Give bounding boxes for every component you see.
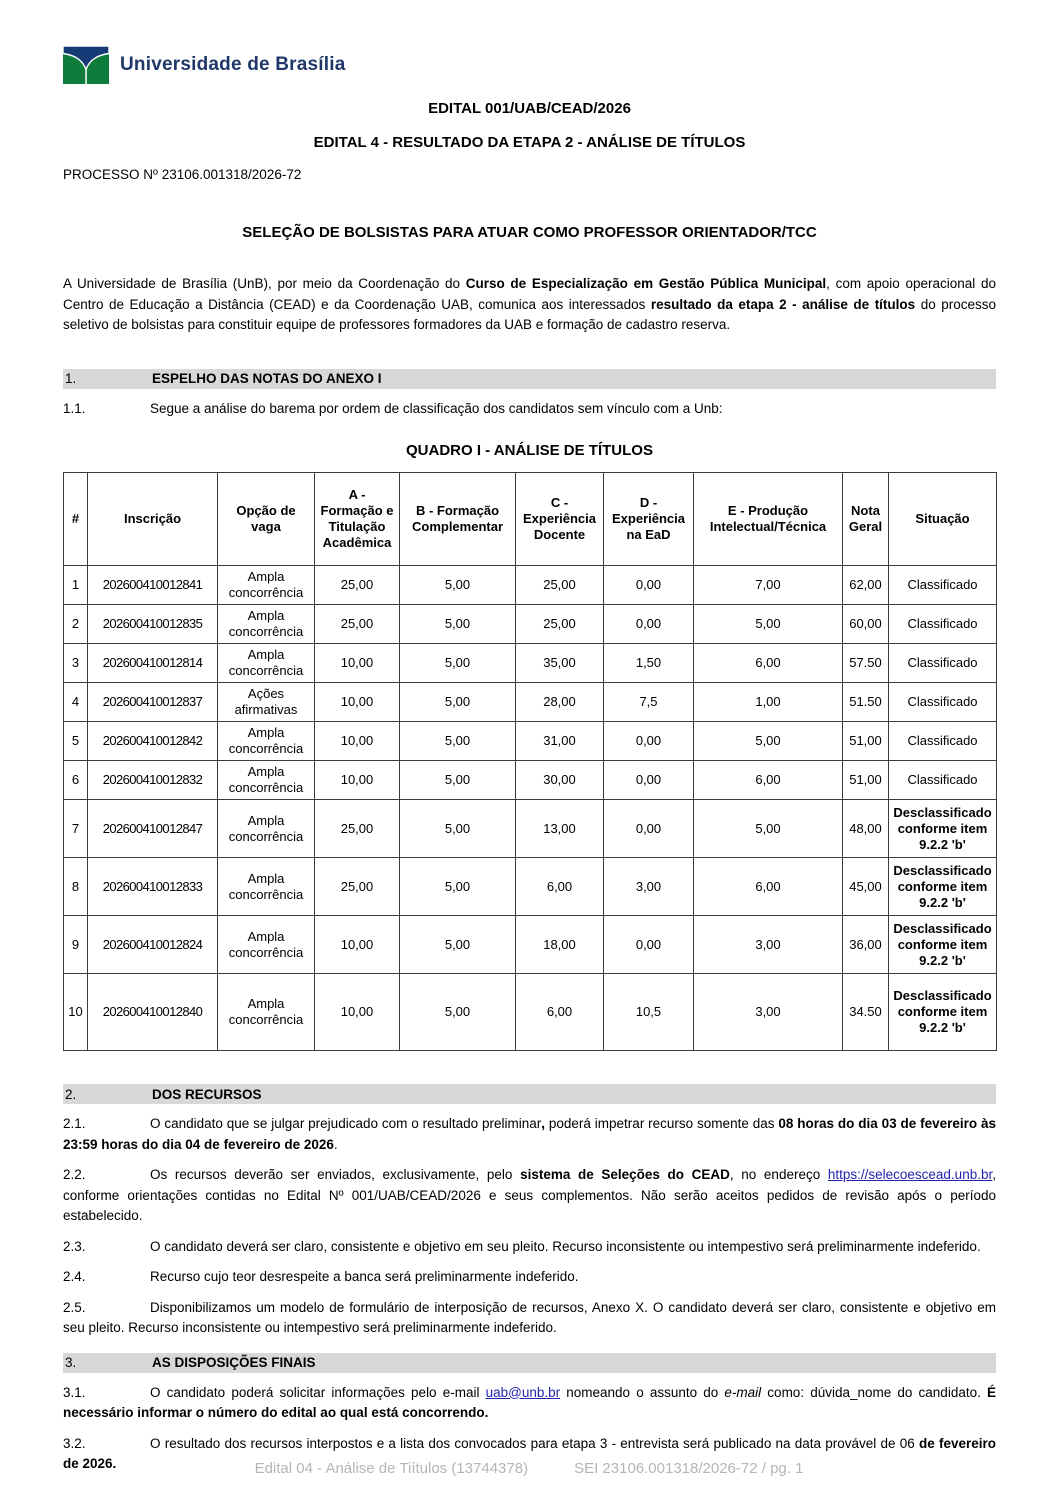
text-run: sistema de Seleções do CEAD bbox=[520, 1167, 730, 1182]
column-header: C - Experiência Docente bbox=[516, 473, 604, 566]
table-cell: 10,00 bbox=[315, 916, 400, 974]
table-cell: 202600410012833 bbox=[88, 858, 218, 916]
text-run: , conforme orientações contidas no Edital Nº 001/UAB/CEAD/2026 e seus complementos. Não serão aceitos pedidos de revisão após o período estabelecido. bbox=[63, 1167, 996, 1223]
table-cell: 5,00 bbox=[400, 800, 516, 858]
paragraph-text bbox=[150, 401, 723, 416]
table-cell: 7,00 bbox=[694, 566, 843, 605]
text-run: Segue a análise do barema por ordem de classificação dos candidatos sem vínculo com a Unb: bbox=[150, 400, 723, 416]
text-run: O candidato deverá ser claro, consistente e objetivo em seu pleito. Recurso inconsistente ou intempestivo será preliminarmente indeferido. bbox=[150, 1238, 981, 1254]
page-footer bbox=[0, 1460, 1058, 1477]
table-cell: 10,00 bbox=[315, 974, 400, 1051]
table-header bbox=[64, 473, 997, 566]
text-run: , bbox=[541, 1116, 546, 1131]
table-cell: 9 bbox=[64, 916, 88, 974]
table-cell: Ampla concorrência bbox=[218, 644, 315, 683]
table-row bbox=[64, 858, 997, 916]
table-cell: 57.50 bbox=[843, 644, 889, 683]
paragraph-2-5 bbox=[63, 1298, 996, 1339]
footer-document-label: Edital 04 - Análise de Tiítulos (13744378) bbox=[254, 1460, 529, 1477]
section-1-bar bbox=[63, 369, 996, 389]
table-cell: Ampla concorrência bbox=[218, 858, 315, 916]
paragraph-number: 2.5. bbox=[63, 1299, 86, 1315]
table-cell: Classificado bbox=[889, 683, 997, 722]
table-cell: 0,00 bbox=[604, 722, 694, 761]
table-row bbox=[64, 644, 997, 683]
selection-subtitle: SELEÇÃO DE BOLSISTAS PARA ATUAR COMO PROFESSOR ORIENTADOR/TCC bbox=[242, 224, 817, 241]
table-cell: 2 bbox=[64, 605, 88, 644]
table-cell: 202600410012824 bbox=[88, 916, 218, 974]
table-cell: 3,00 bbox=[694, 974, 843, 1051]
table-cell: Ações afirmativas bbox=[218, 683, 315, 722]
section-3-bar bbox=[63, 1353, 996, 1373]
table-cell: 202600410012840 bbox=[88, 974, 218, 1051]
paragraph-number: 2.1. bbox=[63, 1116, 86, 1131]
table-cell: 10,00 bbox=[315, 722, 400, 761]
edital-number-title: EDITAL 001/UAB/CEAD/2026 bbox=[428, 100, 631, 117]
text-run: resultado da etapa 2 - análise de títulos bbox=[650, 296, 916, 312]
section-2-bar bbox=[63, 1084, 996, 1104]
text-run: poderá impetrar recurso somente das bbox=[545, 1116, 779, 1131]
table-row bbox=[64, 800, 997, 858]
table-cell: Ampla concorrência bbox=[218, 916, 315, 974]
table-cell: 35,00 bbox=[516, 644, 604, 683]
table-cell: 202600410012832 bbox=[88, 761, 218, 800]
table-cell: 62,00 bbox=[843, 566, 889, 605]
quadro-i-table bbox=[63, 472, 997, 1051]
paragraph-2-2 bbox=[63, 1165, 996, 1227]
paragraph-text bbox=[63, 1167, 996, 1223]
text-run: como: dúvida_nome do candidato. bbox=[761, 1384, 987, 1400]
table-row bbox=[64, 605, 997, 644]
text-run: nomeando o assunto do bbox=[560, 1384, 725, 1400]
process-number: PROCESSO Nº 23106.001318/2026-72 bbox=[63, 167, 302, 182]
table-cell: 5,00 bbox=[400, 916, 516, 974]
paragraph-number: 3.1. bbox=[63, 1384, 86, 1400]
text-run: O resultado dos recursos interpostos e a lista dos convocados para etapa 3 - entrevista será publicado na data provável de 06 bbox=[150, 1435, 919, 1451]
table-cell: 5,00 bbox=[400, 605, 516, 644]
column-header: Situação bbox=[889, 473, 997, 566]
text-run: . bbox=[333, 1136, 338, 1152]
table-cell: 5,00 bbox=[400, 566, 516, 605]
table-cell: 51.50 bbox=[843, 683, 889, 722]
paragraph-number: 1.1. bbox=[63, 400, 86, 416]
table-cell: Classificado bbox=[889, 761, 997, 800]
table-cell: 4 bbox=[64, 683, 88, 722]
paragraph-text bbox=[63, 1116, 996, 1152]
column-header: # bbox=[64, 473, 88, 566]
column-header: E - Produção Intelectual/Técnica bbox=[694, 473, 843, 566]
table-cell: 10 bbox=[64, 974, 88, 1051]
table-cell: Classificado bbox=[889, 605, 997, 644]
table-cell: 202600410012835 bbox=[88, 605, 218, 644]
table-cell: 31,00 bbox=[516, 722, 604, 761]
paragraph-number: 2.3. bbox=[63, 1238, 86, 1254]
table-cell: 5,00 bbox=[694, 605, 843, 644]
table-cell: Ampla concorrência bbox=[218, 566, 315, 605]
text-run: e-mail bbox=[724, 1384, 762, 1400]
column-header: B - Formação Complementar bbox=[400, 473, 516, 566]
text-run: O candidato poderá solicitar informações pelo e-mail bbox=[150, 1384, 486, 1400]
table-cell: Ampla concorrência bbox=[218, 974, 315, 1051]
table-cell: 5,00 bbox=[400, 974, 516, 1051]
table-cell: 36,00 bbox=[843, 916, 889, 974]
section-title: DOS RECURSOS bbox=[152, 1086, 262, 1102]
table-cell: 3,00 bbox=[694, 916, 843, 974]
table-cell: 5,00 bbox=[400, 644, 516, 683]
table-cell: 5,00 bbox=[694, 800, 843, 858]
table-cell: 3,00 bbox=[604, 858, 694, 916]
table-cell: 8 bbox=[64, 858, 88, 916]
table-cell: 1 bbox=[64, 566, 88, 605]
table-cell: 0,00 bbox=[604, 800, 694, 858]
table-cell: 10,00 bbox=[315, 683, 400, 722]
table-header-row bbox=[64, 473, 997, 566]
table-row bbox=[64, 761, 997, 800]
text-run: , com apoio operacional do Centro de Educação a Distância (CEAD) e da Coordenação UAB, comunica aos interessados bbox=[63, 276, 996, 312]
paragraph-text bbox=[63, 1300, 996, 1336]
table-cell: 60,00 bbox=[843, 605, 889, 644]
table-body bbox=[64, 566, 997, 1051]
column-header: Inscrição bbox=[88, 473, 218, 566]
text-run: , no endereço bbox=[729, 1167, 828, 1182]
section-number: 2. bbox=[65, 1086, 77, 1102]
table-cell: 0,00 bbox=[604, 916, 694, 974]
table-cell: Classificado bbox=[889, 566, 997, 605]
table-cell: 5,00 bbox=[400, 858, 516, 916]
table-cell: 5,00 bbox=[400, 722, 516, 761]
table-cell: 7 bbox=[64, 800, 88, 858]
text-run: 08 horas do dia 03 de fevereiro às 23:59 horas do dia 04 de fevereiro de 2026 bbox=[63, 1116, 996, 1152]
text-run: Disponibilizamos um modelo de formulário de interposição de recursos, Anexo X. O candidato deverá ser claro, consistente e objetivo em seu pleito. Recurso inconsistente ou intempestivo será preliminarmente indeferido. bbox=[63, 1299, 996, 1335]
table-cell: 45,00 bbox=[843, 858, 889, 916]
table-cell: 25,00 bbox=[315, 566, 400, 605]
text-run: A Universidade de Brasília (UnB), por meio da Coordenação do bbox=[63, 276, 466, 291]
table-cell: 202600410012814 bbox=[88, 644, 218, 683]
paragraph-number: 3.2. bbox=[63, 1435, 86, 1451]
paragraph-3-1 bbox=[63, 1383, 996, 1424]
table-cell: 3 bbox=[64, 644, 88, 683]
paragraph-2-4 bbox=[63, 1267, 996, 1288]
text-run: Os recursos deverão ser enviados, exclusivamente, pelo bbox=[150, 1167, 521, 1182]
table-cell: Ampla concorrência bbox=[218, 761, 315, 800]
table-cell: 10,5 bbox=[604, 974, 694, 1051]
table-cell: 0,00 bbox=[604, 761, 694, 800]
section-number: 1. bbox=[65, 371, 77, 386]
column-header: Opção de vaga bbox=[218, 473, 315, 566]
text-run: de fevereiro de 2026. bbox=[63, 1435, 997, 1471]
table-cell: Ampla concorrência bbox=[218, 605, 315, 644]
paragraph-text bbox=[63, 1385, 996, 1421]
table-cell: 13,00 bbox=[516, 800, 604, 858]
table-cell: Desclassificado conforme item 9.2.2 'b' bbox=[889, 916, 997, 974]
table-cell: 6,00 bbox=[694, 858, 843, 916]
table-cell: 25,00 bbox=[516, 566, 604, 605]
table-cell: 6,00 bbox=[694, 644, 843, 683]
footer-sei-label: SEI 23106.001318/2026-72 / pg. 1 bbox=[574, 1460, 804, 1477]
paragraph-text bbox=[150, 1239, 981, 1254]
table-cell: 6,00 bbox=[516, 858, 604, 916]
table-cell: 1,50 bbox=[604, 644, 694, 683]
unb-logo bbox=[63, 46, 996, 84]
table-cell: Classificado bbox=[889, 644, 997, 683]
section-title: ESPELHO DAS NOTAS DO ANEXO I bbox=[152, 371, 382, 386]
table-cell: 0,00 bbox=[604, 605, 694, 644]
table-cell: 18,00 bbox=[516, 916, 604, 974]
text-run: Recurso cujo teor desrespeite a banca será preliminarmente indeferido. bbox=[150, 1269, 579, 1284]
table-cell: 25,00 bbox=[315, 800, 400, 858]
text-run: É necessário informar o número do edital ao qual está concorrendo. bbox=[63, 1384, 996, 1420]
text-run: do processo seletivo de bolsistas para constituir equipe de professores formadores da UAB e formação de cadastro reserva. bbox=[63, 296, 996, 332]
table-cell: 5,00 bbox=[400, 761, 516, 800]
paragraph-2-1 bbox=[63, 1114, 996, 1155]
table-cell: 34.50 bbox=[843, 974, 889, 1051]
paragraph-number: 2.4. bbox=[63, 1269, 86, 1284]
unb-emblem-icon bbox=[63, 46, 109, 84]
column-header: Nota Geral bbox=[843, 473, 889, 566]
table-row bbox=[64, 974, 997, 1051]
text-run: O candidato que se julgar prejudicado com o resultado preliminar bbox=[150, 1116, 542, 1131]
paragraph-2-3 bbox=[63, 1237, 996, 1258]
table-cell: Ampla concorrência bbox=[218, 800, 315, 858]
edital-result-title: EDITAL 4 - RESULTADO DA ETAPA 2 - ANÁLISE DE TÍTULOS bbox=[313, 134, 746, 151]
paragraph-number: 2.2. bbox=[63, 1167, 86, 1182]
table-row bbox=[64, 683, 997, 722]
table-cell: 10,00 bbox=[315, 644, 400, 683]
selecoes-cead-link[interactable]: https://selecoescead.unb.br bbox=[827, 1167, 993, 1182]
intro-paragraph bbox=[63, 274, 996, 336]
column-header: D - Experiência na EaD bbox=[604, 473, 694, 566]
table-cell: 30,00 bbox=[516, 761, 604, 800]
table-cell: 7,5 bbox=[604, 683, 694, 722]
section-number: 3. bbox=[65, 1355, 77, 1370]
table-cell: Ampla concorrência bbox=[218, 722, 315, 761]
table-row bbox=[64, 722, 997, 761]
table-cell: 51,00 bbox=[843, 761, 889, 800]
table-cell: 28,00 bbox=[516, 683, 604, 722]
table-cell: 5,00 bbox=[694, 722, 843, 761]
uab-email-link[interactable]: uab@unb.br bbox=[485, 1384, 561, 1400]
paragraph-text bbox=[150, 1269, 578, 1284]
table-cell: 0,00 bbox=[604, 566, 694, 605]
section-title: AS DISPOSIÇÕES FINAIS bbox=[152, 1355, 316, 1370]
table-cell: 10,00 bbox=[315, 761, 400, 800]
table-cell: 5 bbox=[64, 722, 88, 761]
table-row bbox=[64, 916, 997, 974]
table-cell: 48,00 bbox=[843, 800, 889, 858]
table-cell: Desclassificado conforme item 9.2.2 'b' bbox=[889, 974, 997, 1051]
paragraph-1-1 bbox=[63, 399, 996, 420]
table-cell: 6 bbox=[64, 761, 88, 800]
table-cell: 202600410012837 bbox=[88, 683, 218, 722]
table-cell: Desclassificado conforme item 9.2.2 'b' bbox=[889, 858, 997, 916]
column-header: A - Formação e Titulação Acadêmica bbox=[315, 473, 400, 566]
table-cell: 202600410012842 bbox=[88, 722, 218, 761]
table-cell: 5,00 bbox=[400, 683, 516, 722]
table-cell: 6,00 bbox=[516, 974, 604, 1051]
table-cell: 25,00 bbox=[315, 605, 400, 644]
table-cell: 51,00 bbox=[843, 722, 889, 761]
table-cell: 1,00 bbox=[694, 683, 843, 722]
quadro-title: QUADRO I - ANÁLISE DE TÍTULOS bbox=[406, 442, 653, 459]
table-cell: 6,00 bbox=[694, 761, 843, 800]
table-cell: 202600410012841 bbox=[88, 566, 218, 605]
table-cell: Classificado bbox=[889, 722, 997, 761]
table-row bbox=[64, 566, 997, 605]
text-run: Curso de Especialização em Gestão Pública Municipal bbox=[465, 276, 827, 291]
table-cell: 25,00 bbox=[516, 605, 604, 644]
table-cell: Desclassificado conforme item 9.2.2 'b' bbox=[889, 800, 997, 858]
unb-logo-text: Universidade de Brasília bbox=[120, 54, 346, 75]
table-cell: 25,00 bbox=[315, 858, 400, 916]
table-cell: 202600410012847 bbox=[88, 800, 218, 858]
